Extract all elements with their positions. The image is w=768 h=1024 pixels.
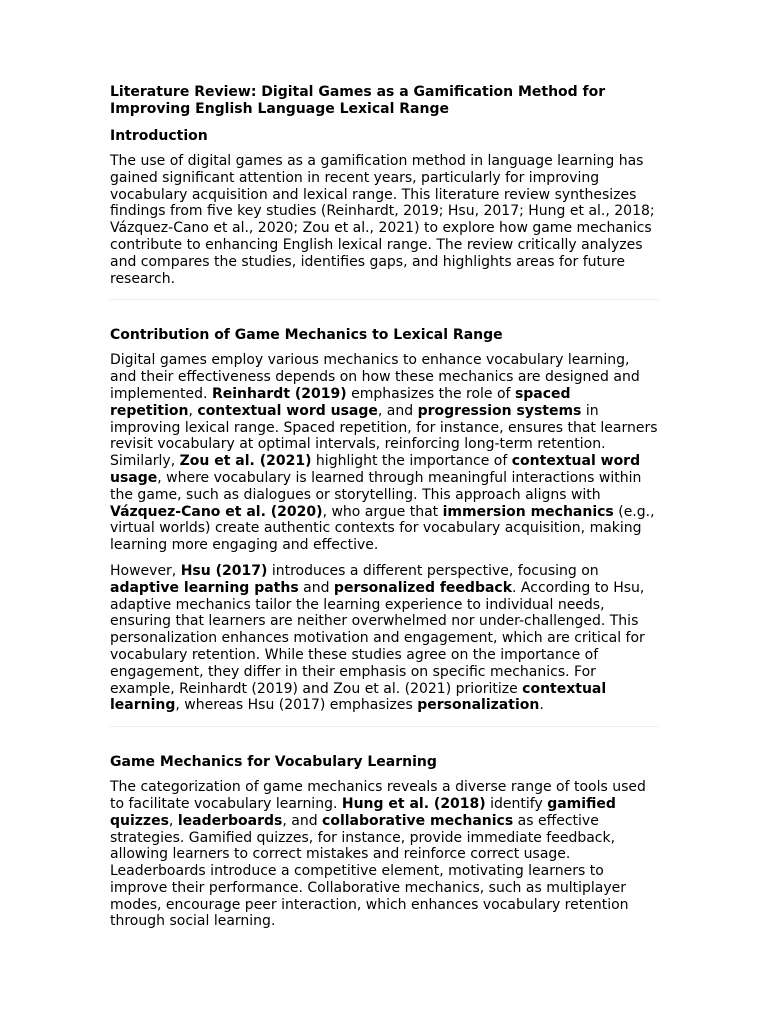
text-run: . <box>539 697 544 714</box>
paragraph <box>110 779 658 930</box>
bold-text-run: collaborative mechanics <box>322 812 514 829</box>
bold-text-run: contextual word usage <box>110 453 641 486</box>
text-run: identify <box>485 795 548 812</box>
document-title: Literature Review: Digital Games as a Gamification Method for Improving English Language Lexical Range <box>110 84 606 117</box>
text-run: The categorization of game mechanics reveals a diverse range of tools used to facilitate vocabulary learning. <box>110 779 646 812</box>
section-heading: Contribution of Game Mechanics to Lexical Range <box>110 327 503 344</box>
text-run: , <box>188 402 198 419</box>
text-run: , whereas Hsu (2017) emphasizes <box>175 697 418 714</box>
text-run: highlight the importance of <box>311 453 512 470</box>
text-run: emphasizes the role of <box>346 385 515 402</box>
section-heading: Game Mechanics for Vocabulary Learning <box>110 754 437 771</box>
text-run: as effective strategies. Gamified quizzes, for instance, provide immediate feedback, allowing learners to correct mistakes and reinforce correct usage. Leaderboards introduce a competitive element, motivating learners to improve their performance. Collaborative mechanics, such as multiplayer modes, encourage peer interaction, which enhances vocabulary retention through social learning. <box>110 812 629 930</box>
bold-text-run: Hung et al. (2018) <box>341 795 486 812</box>
text-run: . According to Hsu, adaptive mechanics tailor the learning experience to individual needs, ensuring that learners are neither overwhelmed nor under-challenged. This personalization enhances motivation and engagement, which are critical for vocabulary retention. While these studies agree on the importance of engagement, they differ in their emphasis on specific mechanics. For example, Reinhardt (2019) and Zou et al. (2021) prioritize <box>110 579 645 697</box>
paragraph <box>110 352 658 554</box>
bold-text-run: contextual word usage <box>197 402 378 419</box>
bold-text-run: Hsu (2017) <box>180 562 268 579</box>
bold-text-run: progression systems <box>417 402 582 419</box>
section-heading: Introduction <box>110 128 208 144</box>
bold-text-run: leaderboards <box>177 812 283 829</box>
section <box>110 128 658 287</box>
section-divider <box>110 299 658 300</box>
text-run: , and <box>282 812 323 829</box>
bold-text-run: spaced repetition <box>110 385 571 419</box>
bold-text-run: Reinhardt (2019) <box>211 385 347 402</box>
text-run: , where vocabulary is learned through meaningful interactions within the game, such as dialogues or storytelling. This approach aligns with <box>110 469 642 503</box>
document-body <box>110 128 658 930</box>
bold-text-run: contextual learning <box>110 680 607 714</box>
section <box>110 327 658 714</box>
section-divider <box>110 726 658 727</box>
text-run: (e.g., virtual worlds) create authentic contexts for vocabulary acquisition, making learning more engaging and effective. <box>110 503 655 554</box>
bold-text-run: Vázquez-Cano et al. (2020) <box>110 503 323 520</box>
text-run: Digital games employ various mechanics to enhance vocabulary learning, and their effectiveness depends on how these mechanics are designed and implemented. <box>110 352 640 402</box>
text-run: The use of digital games as a gamification method in language learning has gained significant attention in recent years, particularly for improving vocabulary acquisition and lexical range. This literature review synthesizes findings from five key studies (Reinhardt, 2019; Hsu, 2017; Hung et al., 2018; Vázquez-Cano et al., 2020; Zou et al., 2021) to explore how game mechanics contribute to enhancing English lexical range. The review critically analyzes and compares the studies, identifies gaps, and highlights areas for future research. <box>110 153 655 287</box>
document-page <box>110 84 658 939</box>
bold-text-run: gamified quizzes <box>110 795 616 829</box>
bold-text-run: adaptive learning paths <box>110 579 299 596</box>
bold-text-run: personalization <box>417 697 540 714</box>
text-run: introduces a different perspective, focusing on <box>267 562 599 579</box>
bold-text-run: personalized feedback <box>333 579 513 596</box>
text-run: in improving lexical range. Spaced repetition, for instance, ensures that learners revisit vocabulary at optimal intervals, reinforcing long-term retention. Similarly, <box>110 402 658 470</box>
text-run: , who argue that <box>322 503 443 520</box>
paragraph <box>110 563 658 714</box>
text-run: , <box>168 812 178 829</box>
section <box>110 754 658 930</box>
paragraph <box>110 153 658 287</box>
bold-text-run: immersion mechanics <box>442 503 614 520</box>
text-run: However, <box>110 562 181 579</box>
text-run: , and <box>377 402 418 419</box>
bold-text-run: Zou et al. (2021) <box>179 453 312 470</box>
text-run: and <box>298 579 334 596</box>
